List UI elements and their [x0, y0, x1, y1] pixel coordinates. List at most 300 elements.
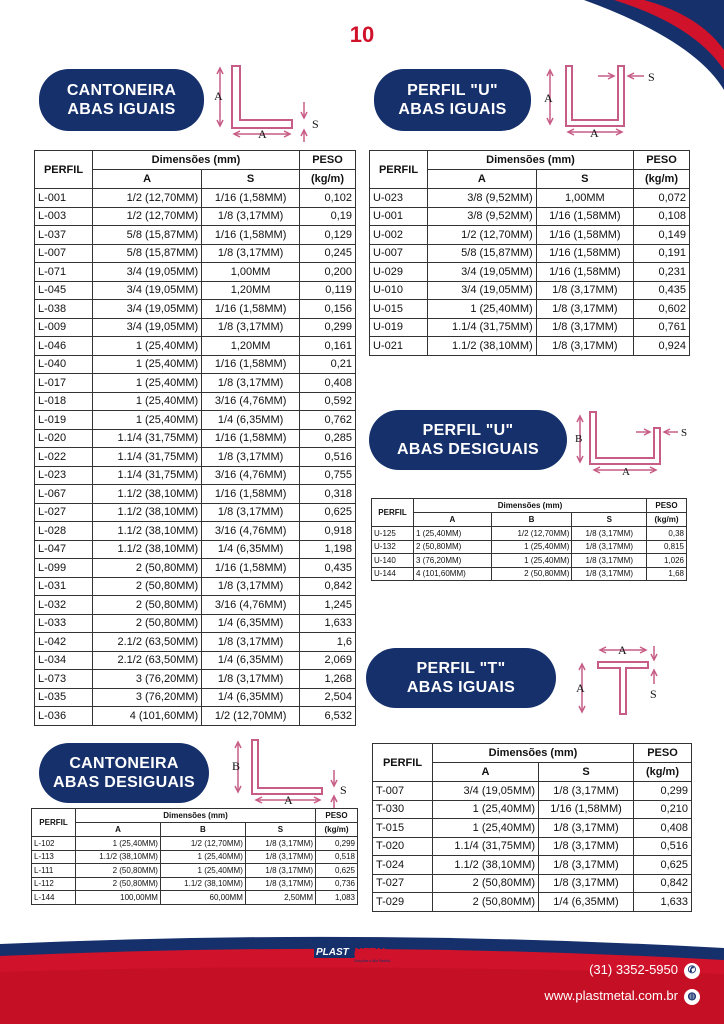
cell-peso: 0,516 — [634, 837, 692, 856]
table-row — [35, 355, 356, 374]
header-a: A — [428, 170, 537, 189]
diagram-label-a: A — [618, 643, 627, 657]
footer-website[interactable]: www.plastmetal.com.br — [544, 988, 678, 1003]
header-peso: PESO — [300, 151, 356, 170]
cell-dimension: 1 (25,40MM) — [93, 392, 202, 411]
cell-dimension: 1/16 (1,58MM) — [202, 559, 300, 578]
cell-dimension: 1.1/2 (38,10MM) — [76, 850, 161, 864]
cell-perfil: U-029 — [370, 263, 428, 282]
cell-dimension: 2 (50,80MM) — [433, 874, 539, 893]
cell-peso: 0,761 — [634, 318, 690, 337]
cell-perfil: U-015 — [370, 300, 428, 319]
cell-dimension: 1/16 (1,58MM) — [202, 485, 300, 504]
cell-perfil: T-027 — [373, 874, 433, 893]
cell-dimension: 1.1/2 (38,10MM) — [428, 337, 537, 356]
cell-perfil: U-023 — [370, 189, 428, 208]
cell-dimension: 1/8 (3,17MM) — [202, 577, 300, 596]
cell-peso: 0,435 — [300, 559, 356, 578]
cell-perfil: L-001 — [35, 189, 93, 208]
section-title-line1: CANTONEIRA — [69, 755, 179, 772]
table-row — [32, 850, 358, 864]
cell-dimension: 3/4 (19,05MM) — [428, 263, 537, 282]
table-row — [32, 864, 358, 878]
cell-dimension: 1/8 (3,17MM) — [536, 300, 633, 319]
t-profile-diagram — [572, 636, 672, 722]
cell-dimension: 1 (25,40MM) — [491, 540, 572, 554]
cell-perfil: U-021 — [370, 337, 428, 356]
cell-peso: 0,592 — [300, 392, 356, 411]
cell-dimension: 1/8 (3,17MM) — [536, 281, 633, 300]
header-perfil: PERFIL — [373, 744, 433, 782]
table-row — [373, 893, 692, 912]
cell-dimension: 1/16 (1,58MM) — [202, 355, 300, 374]
cell-dimension: 1/8 (3,17MM) — [539, 874, 634, 893]
header-peso: PESO — [647, 499, 687, 513]
cell-dimension: 1/8 (3,17MM) — [202, 670, 300, 689]
cell-peso: 0,625 — [634, 856, 692, 875]
cell-perfil: U-007 — [370, 244, 428, 263]
cell-dimension: 5/8 (15,87MM) — [93, 244, 202, 263]
table-row — [32, 837, 358, 851]
cell-dimension: 1/8 (3,17MM) — [245, 850, 315, 864]
cell-perfil: L-067 — [35, 485, 93, 504]
table-cantoneira-abas-desiguais — [31, 808, 358, 905]
cell-dimension: 1,00MM — [202, 263, 300, 282]
header-dimensoes: Dimensões (mm) — [428, 151, 634, 170]
diagram-label-b: B — [232, 759, 241, 773]
table-row — [35, 466, 356, 485]
cell-dimension: 1/8 (3,17MM) — [202, 374, 300, 393]
cell-peso: 0,161 — [300, 337, 356, 356]
cell-peso: 0,119 — [300, 281, 356, 300]
diagram-label-a2: A — [576, 681, 585, 695]
table-row — [373, 819, 692, 838]
cell-perfil: T-020 — [373, 837, 433, 856]
table-row — [35, 559, 356, 578]
cell-dimension: 1/8 (3,17MM) — [539, 782, 634, 801]
cell-perfil: L-028 — [35, 522, 93, 541]
cell-peso: 1,026 — [647, 554, 687, 568]
header-perfil: PERFIL — [370, 151, 428, 189]
cell-dimension: 1/4 (6,35MM) — [202, 651, 300, 670]
cell-perfil: T-030 — [373, 800, 433, 819]
section-title-line1: PERFIL "T" — [416, 660, 506, 677]
table-row — [372, 567, 687, 581]
cell-dimension: 2 (50,80MM) — [93, 614, 202, 633]
table-row — [35, 688, 356, 707]
diagram-label-a: A — [284, 793, 293, 807]
cell-dimension: 1 (25,40MM) — [93, 411, 202, 430]
cell-dimension: 1/2 (12,70MM) — [160, 837, 245, 851]
cell-perfil: L-071 — [35, 263, 93, 282]
cell-perfil: L-023 — [35, 466, 93, 485]
cell-dimension: 1/8 (3,17MM) — [202, 448, 300, 467]
cell-peso: 0,200 — [300, 263, 356, 282]
cell-peso: 0,842 — [300, 577, 356, 596]
header-b: B — [160, 823, 245, 837]
cell-peso: 0,299 — [300, 318, 356, 337]
cell-dimension: 4 (101,60MM) — [414, 567, 492, 581]
cell-perfil: T-015 — [373, 819, 433, 838]
header-a: A — [76, 823, 161, 837]
cell-perfil: L-102 — [32, 837, 76, 851]
table-row — [35, 374, 356, 393]
cell-peso: 1,268 — [300, 670, 356, 689]
cell-peso: 0,518 — [316, 850, 358, 864]
table-row — [35, 503, 356, 522]
cell-perfil: U-144 — [372, 567, 414, 581]
cell-peso: 2,504 — [300, 688, 356, 707]
cell-perfil: L-009 — [35, 318, 93, 337]
section-title-line2: ABAS IGUAIS — [406, 679, 516, 696]
section-title-line1: CANTONEIRA — [66, 82, 177, 99]
cell-dimension: 3 (76,20MM) — [414, 554, 492, 568]
diagram-label-s: S — [312, 117, 319, 131]
cell-dimension: 1,20MM — [202, 281, 300, 300]
table-row — [35, 485, 356, 504]
cell-peso: 0,408 — [300, 374, 356, 393]
cell-dimension: 1 (25,40MM) — [93, 374, 202, 393]
table-row — [35, 522, 356, 541]
cell-perfil: L-038 — [35, 300, 93, 319]
cell-dimension: 2 (50,80MM) — [491, 567, 572, 581]
cell-dimension: 1/4 (6,35MM) — [202, 540, 300, 559]
unequal-angle-profile-diagram — [226, 736, 350, 812]
diagram-label-a: A — [544, 91, 553, 105]
cell-peso: 0,625 — [316, 864, 358, 878]
diagram-label-b: B — [575, 433, 583, 445]
cell-peso: 0,072 — [634, 189, 690, 208]
section-title-line2: ABAS IGUAIS — [398, 101, 507, 118]
header-a: A — [433, 763, 539, 782]
table-row — [35, 596, 356, 615]
footer-phone: (31) 3352-5950 — [589, 962, 678, 977]
cell-dimension: 2 (50,80MM) — [93, 596, 202, 615]
table-row — [370, 226, 690, 245]
table-row — [370, 300, 690, 319]
table-row — [35, 707, 356, 726]
table-row — [35, 577, 356, 596]
cell-dimension: 2 (50,80MM) — [433, 893, 539, 912]
cell-perfil: L-099 — [35, 559, 93, 578]
cell-peso: 1,245 — [300, 596, 356, 615]
cell-peso: 1,6 — [300, 633, 356, 652]
section-title-line2: ABAS IGUAIS — [67, 101, 176, 118]
cell-dimension: 1,20MM — [202, 337, 300, 356]
svg-text:Soluções e Alto Padrão: Soluções e Alto Padrão — [354, 959, 391, 963]
header-dimensoes: Dimensões (mm) — [433, 744, 634, 763]
cell-peso: 0,149 — [634, 226, 690, 245]
cell-dimension: 1.1/4 (31,75MM) — [93, 466, 202, 485]
cell-perfil: U-010 — [370, 281, 428, 300]
cell-peso: 1,083 — [316, 891, 358, 905]
table-row — [35, 263, 356, 282]
cell-dimension: 3/4 (19,05MM) — [428, 281, 537, 300]
cell-peso: 0,156 — [300, 300, 356, 319]
cell-perfil: L-032 — [35, 596, 93, 615]
cell-peso: 0,191 — [634, 244, 690, 263]
section-title-line1: PERFIL "U" — [422, 422, 514, 439]
header-unit: (kg/m) — [634, 170, 690, 189]
section-title-line1: PERFIL "U" — [407, 82, 498, 99]
section-title-line2: ABAS DESIGUAIS — [53, 774, 195, 791]
cell-dimension: 1 (25,40MM) — [433, 819, 539, 838]
cell-dimension: 1/16 (1,58MM) — [539, 800, 634, 819]
table-row — [373, 856, 692, 875]
cell-dimension: 3/4 (19,05MM) — [93, 263, 202, 282]
cell-peso: 0,918 — [300, 522, 356, 541]
cell-dimension: 1.1/2 (38,10MM) — [93, 522, 202, 541]
header-unit: (kg/m) — [300, 170, 356, 189]
cell-dimension: 1/16 (1,58MM) — [536, 244, 633, 263]
cell-dimension: 1/2 (12,70MM) — [491, 527, 572, 541]
cell-dimension: 1/8 (3,17MM) — [572, 554, 647, 568]
cell-dimension: 5/8 (15,87MM) — [93, 226, 202, 245]
cell-dimension: 1.1/2 (38,10MM) — [93, 503, 202, 522]
cell-dimension: 1/4 (6,35MM) — [202, 688, 300, 707]
cell-perfil: L-022 — [35, 448, 93, 467]
cell-peso: 0,299 — [634, 782, 692, 801]
cell-dimension: 1/8 (3,17MM) — [539, 856, 634, 875]
cell-dimension: 3 (76,20MM) — [93, 688, 202, 707]
cell-perfil: T-024 — [373, 856, 433, 875]
cell-dimension: 1/8 (3,17MM) — [245, 864, 315, 878]
table-row — [373, 800, 692, 819]
cell-dimension: 1/8 (3,17MM) — [539, 819, 634, 838]
cell-peso: 0,299 — [316, 837, 358, 851]
cell-dimension: 1.1/2 (38,10MM) — [93, 540, 202, 559]
cell-peso: 0,231 — [634, 263, 690, 282]
cell-dimension: 1 (25,40MM) — [76, 837, 161, 851]
cell-peso: 2,069 — [300, 651, 356, 670]
cell-dimension: 1/8 (3,17MM) — [572, 540, 647, 554]
cell-perfil: L-033 — [35, 614, 93, 633]
header-a: A — [414, 513, 492, 527]
cell-perfil: L-036 — [35, 707, 93, 726]
table-row — [35, 189, 356, 208]
diagram-label-a: A — [214, 89, 223, 103]
table-row — [373, 874, 692, 893]
cell-dimension: 2 (50,80MM) — [93, 559, 202, 578]
table-row — [35, 207, 356, 226]
cell-perfil: U-125 — [372, 527, 414, 541]
section-title-perfil-t-iguais — [366, 648, 556, 708]
cell-dimension: 1/8 (3,17MM) — [536, 337, 633, 356]
cell-peso: 0,736 — [316, 877, 358, 891]
diagram-label-s: S — [650, 687, 657, 701]
table-perfil-t-abas-iguais — [372, 743, 692, 912]
cell-perfil: L-007 — [35, 244, 93, 263]
cell-dimension: 3/16 (4,76MM) — [202, 466, 300, 485]
header-peso: PESO — [634, 151, 690, 170]
cell-dimension: 1/16 (1,58MM) — [202, 429, 300, 448]
header-dimensoes: Dimensões (mm) — [76, 809, 316, 823]
table-row — [35, 411, 356, 430]
cell-perfil: U-001 — [370, 207, 428, 226]
cell-perfil: L-037 — [35, 226, 93, 245]
table-row — [370, 244, 690, 263]
cell-perfil: L-027 — [35, 503, 93, 522]
cell-dimension: 1.1/4 (31,75MM) — [93, 448, 202, 467]
header-s: S — [539, 763, 634, 782]
cell-dimension: 1 (25,40MM) — [433, 800, 539, 819]
cell-dimension: 4 (101,60MM) — [93, 707, 202, 726]
cell-perfil: L-042 — [35, 633, 93, 652]
cell-perfil: L-020 — [35, 429, 93, 448]
cell-perfil: L-144 — [32, 891, 76, 905]
cell-dimension: 1/16 (1,58MM) — [202, 226, 300, 245]
cell-dimension: 3 (76,20MM) — [93, 670, 202, 689]
diagram-label-s: S — [681, 427, 688, 439]
cell-dimension: 2 (50,80MM) — [76, 864, 161, 878]
svg-text:PLAST: PLAST — [316, 947, 349, 958]
cell-peso: 0,516 — [300, 448, 356, 467]
header-dimensoes: Dimensões (mm) — [414, 499, 647, 513]
cell-perfil: L-045 — [35, 281, 93, 300]
cell-dimension: 1/4 (6,35MM) — [202, 411, 300, 430]
cell-dimension: 1/16 (1,58MM) — [202, 300, 300, 319]
table-row — [35, 318, 356, 337]
table-perfil-u-abas-iguais — [369, 150, 690, 356]
table-row — [35, 448, 356, 467]
cell-dimension: 1/16 (1,58MM) — [202, 189, 300, 208]
cell-dimension: 3/16 (4,76MM) — [202, 522, 300, 541]
cell-perfil: L-113 — [32, 850, 76, 864]
globe-icon: ◍ — [684, 989, 700, 1005]
cell-perfil: U-132 — [372, 540, 414, 554]
cell-dimension: 1/8 (3,17MM) — [245, 877, 315, 891]
section-title-cantoneira-desiguais — [39, 743, 209, 803]
header-a: A — [93, 170, 202, 189]
cell-dimension: 1/8 (3,17MM) — [245, 837, 315, 851]
cell-perfil: U-002 — [370, 226, 428, 245]
cell-dimension: 3/4 (19,05MM) — [93, 300, 202, 319]
table-perfil-u-abas-desiguais — [371, 498, 687, 581]
cell-peso: 0,602 — [634, 300, 690, 319]
table-row — [35, 337, 356, 356]
cell-perfil: T-007 — [373, 782, 433, 801]
table-row — [35, 540, 356, 559]
cell-dimension: 60,00MM — [160, 891, 245, 905]
header-unit: (kg/m) — [647, 513, 687, 527]
cell-dimension: 3/8 (9,52MM) — [428, 189, 537, 208]
cell-peso: 6,532 — [300, 707, 356, 726]
cell-dimension: 1/16 (1,58MM) — [536, 263, 633, 282]
cell-perfil: L-035 — [35, 688, 93, 707]
cell-perfil: L-003 — [35, 207, 93, 226]
table-row — [370, 337, 690, 356]
svg-text:METAL: METAL — [354, 947, 388, 958]
u-unequal-profile-diagram — [572, 408, 697, 478]
table-row — [35, 670, 356, 689]
cell-dimension: 3/4 (19,05MM) — [93, 281, 202, 300]
cell-dimension: 1/8 (3,17MM) — [539, 837, 634, 856]
table-row — [372, 554, 687, 568]
cell-dimension: 3/4 (19,05MM) — [433, 782, 539, 801]
table-row — [372, 540, 687, 554]
cell-dimension: 1.1/4 (31,75MM) — [433, 837, 539, 856]
cell-peso: 0,435 — [634, 281, 690, 300]
table-row — [370, 318, 690, 337]
cell-peso: 0,842 — [634, 874, 692, 893]
cell-dimension: 1/8 (3,17MM) — [572, 567, 647, 581]
cell-dimension: 2.1/2 (63,50MM) — [93, 651, 202, 670]
table-row — [372, 527, 687, 541]
section-title-cantoneira-iguais — [39, 69, 204, 131]
cell-dimension: 1.1/2 (38,10MM) — [93, 485, 202, 504]
cell-dimension: 3/16 (4,76MM) — [202, 596, 300, 615]
table-row — [370, 189, 690, 208]
cell-peso: 0,38 — [647, 527, 687, 541]
table-row — [35, 281, 356, 300]
table-row — [35, 392, 356, 411]
cell-dimension: 1/16 (1,58MM) — [536, 226, 633, 245]
cell-dimension: 1/8 (3,17MM) — [202, 318, 300, 337]
cell-dimension: 1.1/2 (38,10MM) — [160, 877, 245, 891]
cell-dimension: 1/8 (3,17MM) — [202, 244, 300, 263]
cell-dimension: 1/8 (3,17MM) — [572, 527, 647, 541]
section-title-perfil-u-desiguais — [369, 410, 567, 470]
cell-peso: 0,318 — [300, 485, 356, 504]
cell-peso: 0,245 — [300, 244, 356, 263]
cell-dimension: 1.1/4 (31,75MM) — [428, 318, 537, 337]
diagram-label-a2: A — [258, 127, 267, 141]
cell-peso: 0,815 — [647, 540, 687, 554]
cell-dimension: 3/8 (9,52MM) — [428, 207, 537, 226]
cell-peso: 0,102 — [300, 189, 356, 208]
cell-dimension: 1 (25,40MM) — [160, 850, 245, 864]
cell-peso: 0,129 — [300, 226, 356, 245]
header-perfil: PERFIL — [35, 151, 93, 189]
cell-perfil: L-019 — [35, 411, 93, 430]
cell-peso: 1,198 — [300, 540, 356, 559]
cell-perfil: L-034 — [35, 651, 93, 670]
header-perfil: PERFIL — [32, 809, 76, 837]
cell-peso: 0,762 — [300, 411, 356, 430]
angle-profile-diagram — [212, 62, 332, 142]
phone-icon: ✆ — [684, 963, 700, 979]
cell-perfil: L-046 — [35, 337, 93, 356]
table-row — [32, 891, 358, 905]
cell-dimension: 2 (50,80MM) — [76, 877, 161, 891]
cell-peso: 0,285 — [300, 429, 356, 448]
cell-peso: 0,19 — [300, 207, 356, 226]
section-title-perfil-u-iguais — [374, 69, 531, 131]
cell-dimension: 1/8 (3,17MM) — [202, 503, 300, 522]
table-row — [370, 207, 690, 226]
cell-dimension: 1/2 (12,70MM) — [428, 226, 537, 245]
table-row — [35, 226, 356, 245]
cell-peso: 0,408 — [634, 819, 692, 838]
cell-dimension: 1/8 (3,17MM) — [536, 318, 633, 337]
cell-peso: 0,755 — [300, 466, 356, 485]
cell-dimension: 1/2 (12,70MM) — [93, 207, 202, 226]
cell-peso: 0,21 — [300, 355, 356, 374]
plastmetal-logo — [314, 944, 412, 964]
cell-dimension: 1/8 (3,17MM) — [202, 207, 300, 226]
table-row — [370, 263, 690, 282]
cell-peso: 0,625 — [300, 503, 356, 522]
cell-dimension: 1/16 (1,58MM) — [536, 207, 633, 226]
cell-perfil: U-019 — [370, 318, 428, 337]
table-row — [35, 429, 356, 448]
u-profile-diagram — [540, 62, 670, 142]
cell-perfil: L-031 — [35, 577, 93, 596]
cell-dimension: 1/4 (6,35MM) — [202, 614, 300, 633]
cell-dimension: 1,00MM — [536, 189, 633, 208]
page-number: 10 — [349, 22, 375, 47]
header-perfil: PERFIL — [372, 499, 414, 527]
